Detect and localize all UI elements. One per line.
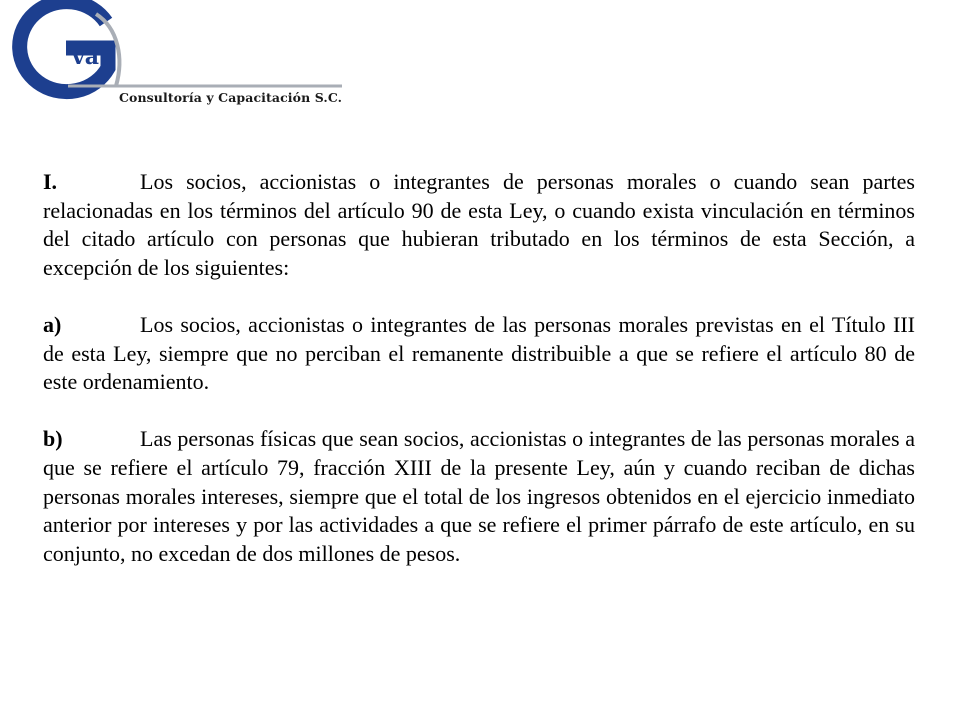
paragraph-text: Las personas físicas que sean socios, accionistas o integrantes de las personas morales a que se refiere el artículo 79, fracción XIII de la presente Ley, aún y cuando reciban de dichas personas morales intereses, siempre que el total de los ingresos obtenidos en el ejercicio inmediato anterior por intereses y por las actividades a que se refiere el primer párrafo de este artículo, en su conjunto, no excedan de dos millones de pesos. xyxy=(43,426,915,566)
svg-text:va: va xyxy=(72,44,100,70)
paragraph-fraction-i xyxy=(43,168,915,282)
paragraph-text: Los socios, accionistas o integrantes de las personas morales previstas en el Título III de esta Ley, siempre que no perciban el remanente distribuible a que se refiere el artículo 80 de este ordenamiento. xyxy=(43,311,915,395)
company-logo xyxy=(0,0,360,120)
paragraph-marker: I. xyxy=(43,169,58,194)
paragraph-item-a xyxy=(43,311,915,397)
paragraph-marker: a) xyxy=(43,311,62,337)
paragraph-item-b xyxy=(43,425,915,568)
paragraph-text: Los socios, accionistas o integrantes de personas morales o cuando sean partes relacionadas en los términos del artículo 90 de esta Ley, o cuando exista vinculación en términos del citado artículo con personas que hubieran tributado en los términos de esta Sección, a excepción de los siguientes: xyxy=(43,169,915,280)
document-body xyxy=(43,168,915,597)
paragraph-marker: b) xyxy=(43,426,63,452)
company-name: Consultoría y Capacitación S.C. xyxy=(119,90,343,105)
